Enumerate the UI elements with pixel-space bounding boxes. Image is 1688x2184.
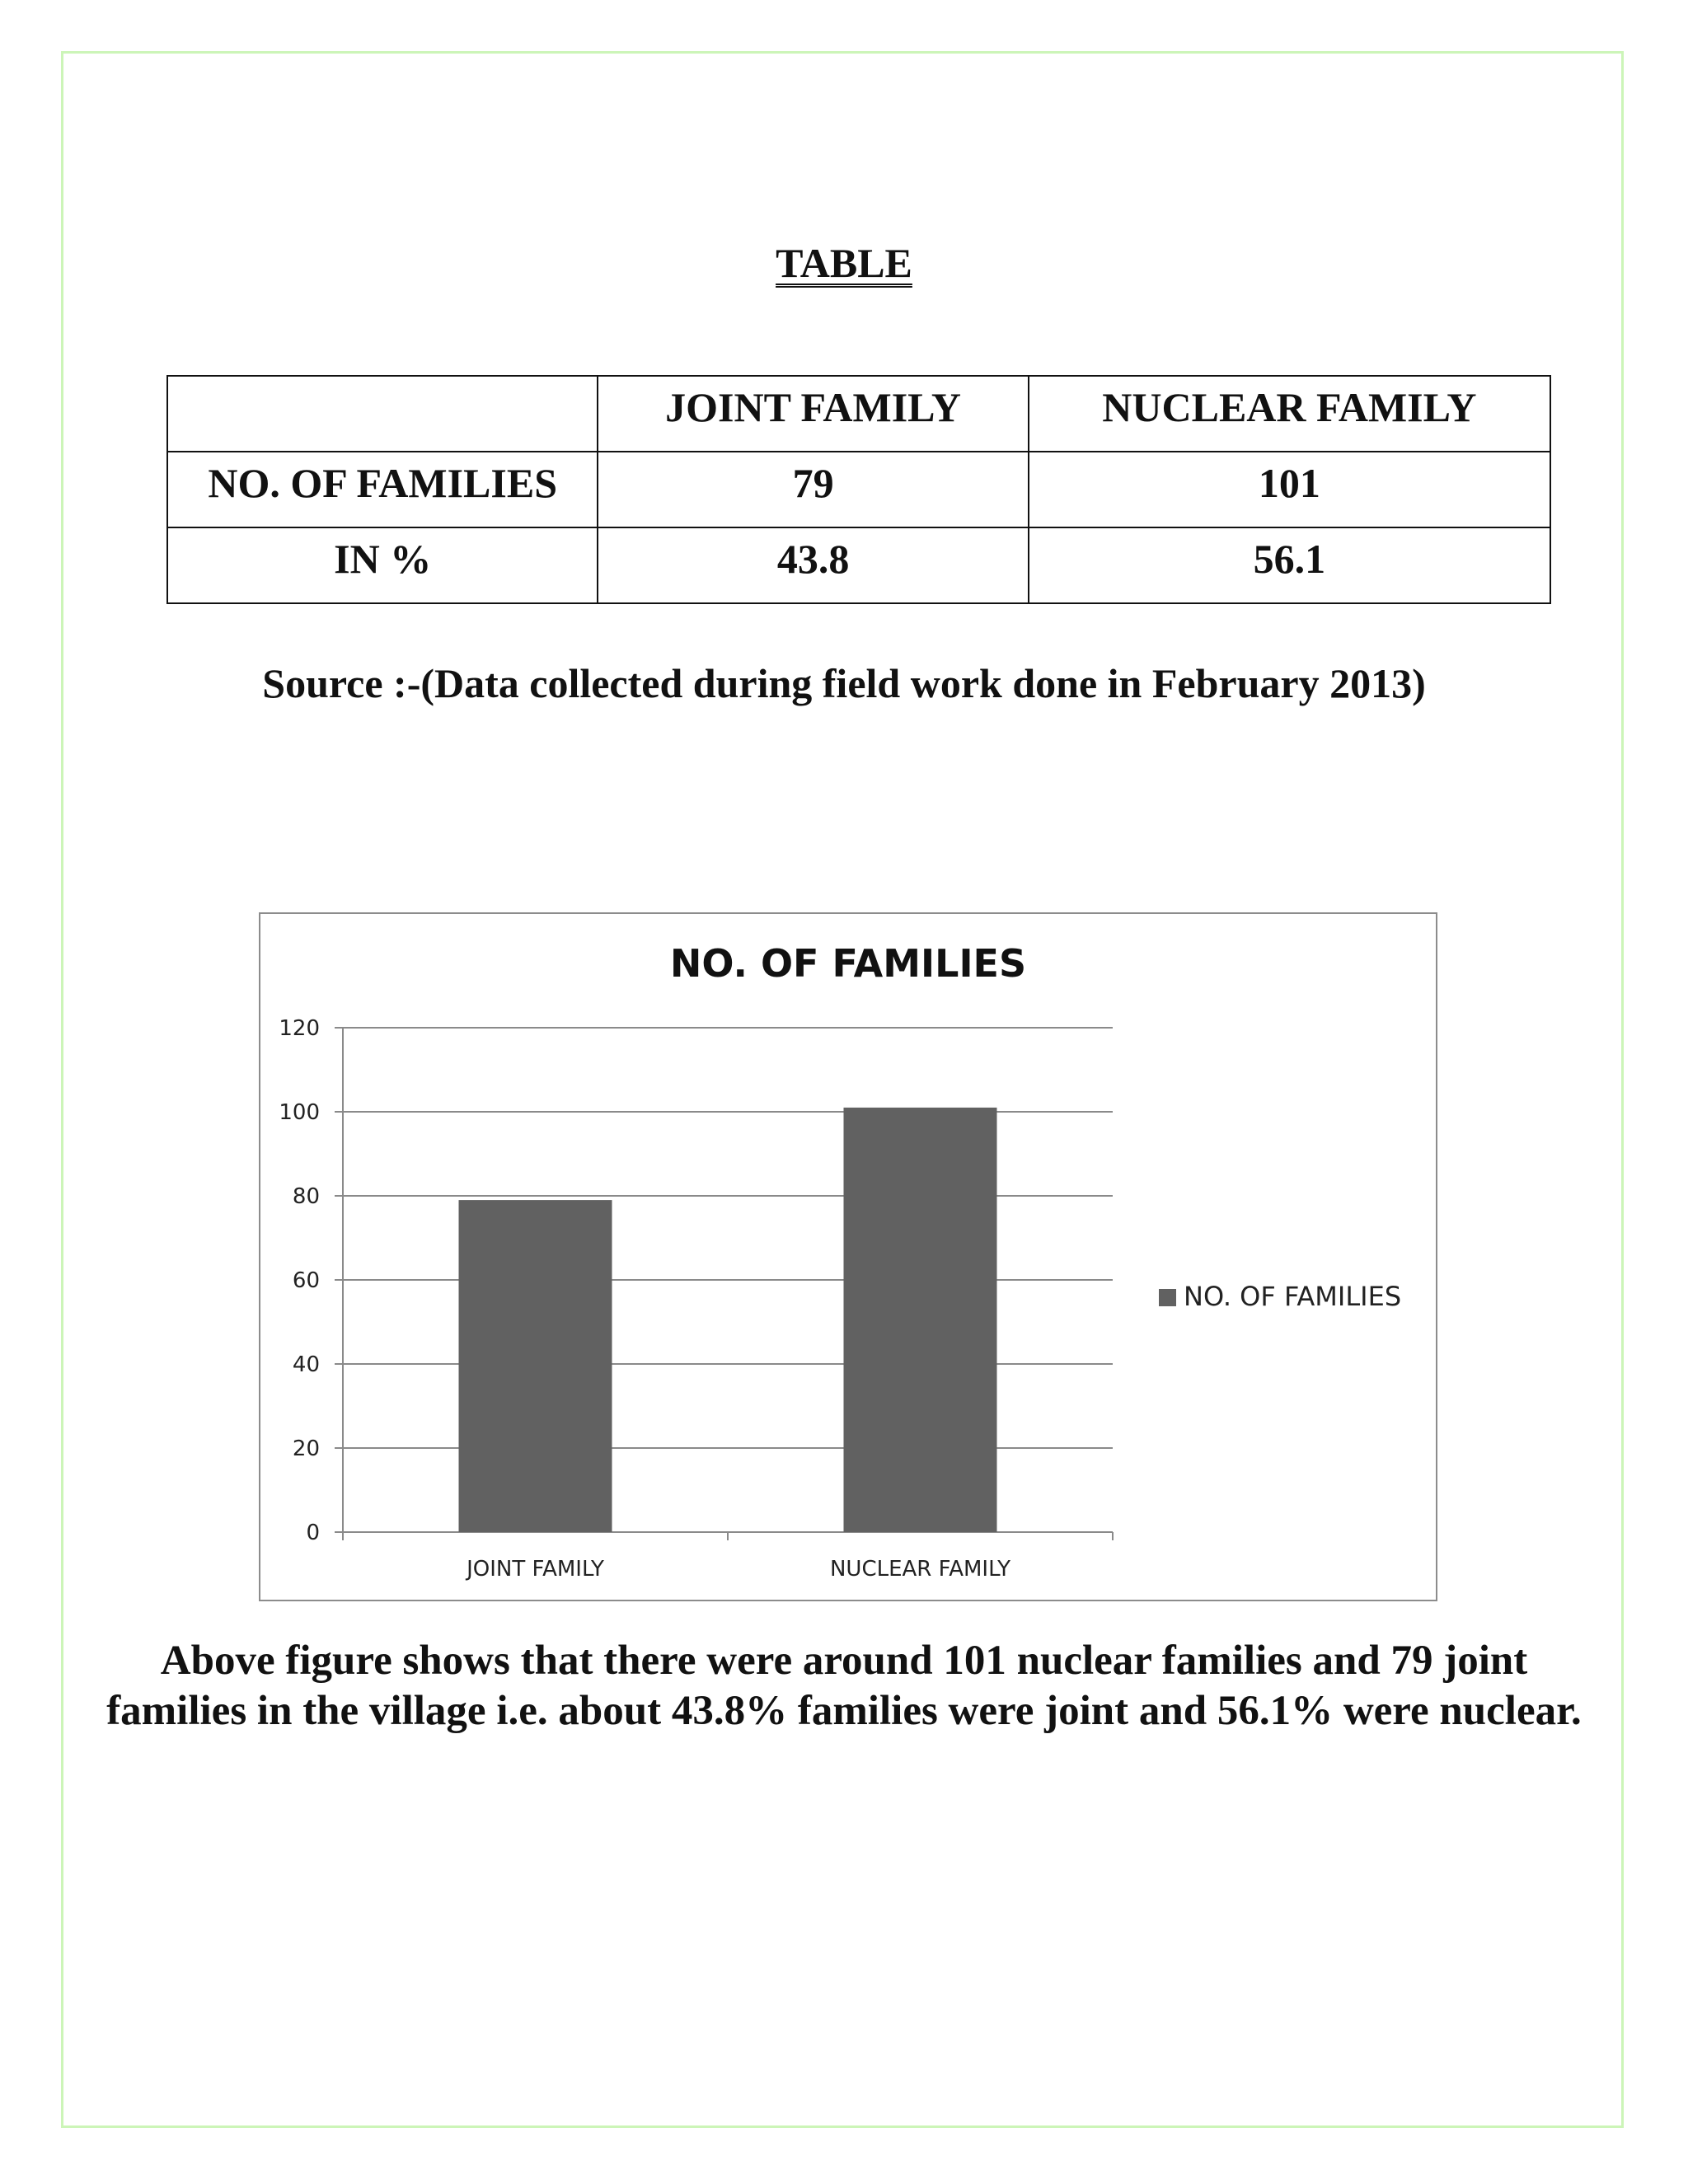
y-tick-label: 0 (306, 1521, 320, 1545)
y-tick-label: 40 (292, 1352, 320, 1377)
x-tick-label: JOINT FAMILY (467, 1557, 604, 1582)
y-tick-label: 100 (279, 1100, 320, 1125)
table-row (167, 452, 1550, 527)
y-tick-label: 60 (292, 1268, 320, 1293)
legend-label: NO. OF FAMILIES (1184, 1281, 1402, 1312)
table-row (167, 527, 1550, 603)
y-tick-label: 120 (279, 1016, 320, 1041)
data-table (166, 375, 1551, 604)
chart-title: NO. OF FAMILIES (669, 941, 1027, 986)
legend-swatch (1159, 1289, 1176, 1306)
caption-line: Above figure shows that there were around 101 nuclear families and 79 joint (160, 1638, 1528, 1684)
table-header-row (167, 376, 1550, 452)
table-header-cell (167, 376, 598, 452)
source-note: Source :-(Data collected during field work done in February 2013) (262, 660, 1426, 706)
table-row-label: IN % (167, 527, 598, 603)
bar (459, 1200, 612, 1532)
y-tick-label: 20 (292, 1436, 320, 1461)
table-header-cell: NUCLEAR FAMILY (1029, 376, 1550, 452)
table-cell: 56.1 (1029, 527, 1550, 603)
x-tick-label: NUCLEAR FAMILY (829, 1557, 1011, 1582)
caption-line: families in the village i.e. about 43.8% families were joint and 56.1% were nuclear. (106, 1688, 1582, 1734)
page-title (0, 239, 1688, 287)
table-cell: 43.8 (598, 527, 1028, 603)
table-row-label: NO. OF FAMILIES (167, 452, 598, 527)
chart-svg (260, 914, 1436, 1600)
bar-chart (259, 912, 1437, 1601)
page-title-text: TABLE (776, 240, 912, 286)
table-cell: 79 (598, 452, 1028, 527)
figure-caption (0, 1636, 1688, 1736)
bar (844, 1108, 997, 1532)
table-cell: 101 (1029, 452, 1550, 527)
table-header-cell: JOINT FAMILY (598, 376, 1028, 452)
y-tick-label: 80 (292, 1184, 320, 1209)
